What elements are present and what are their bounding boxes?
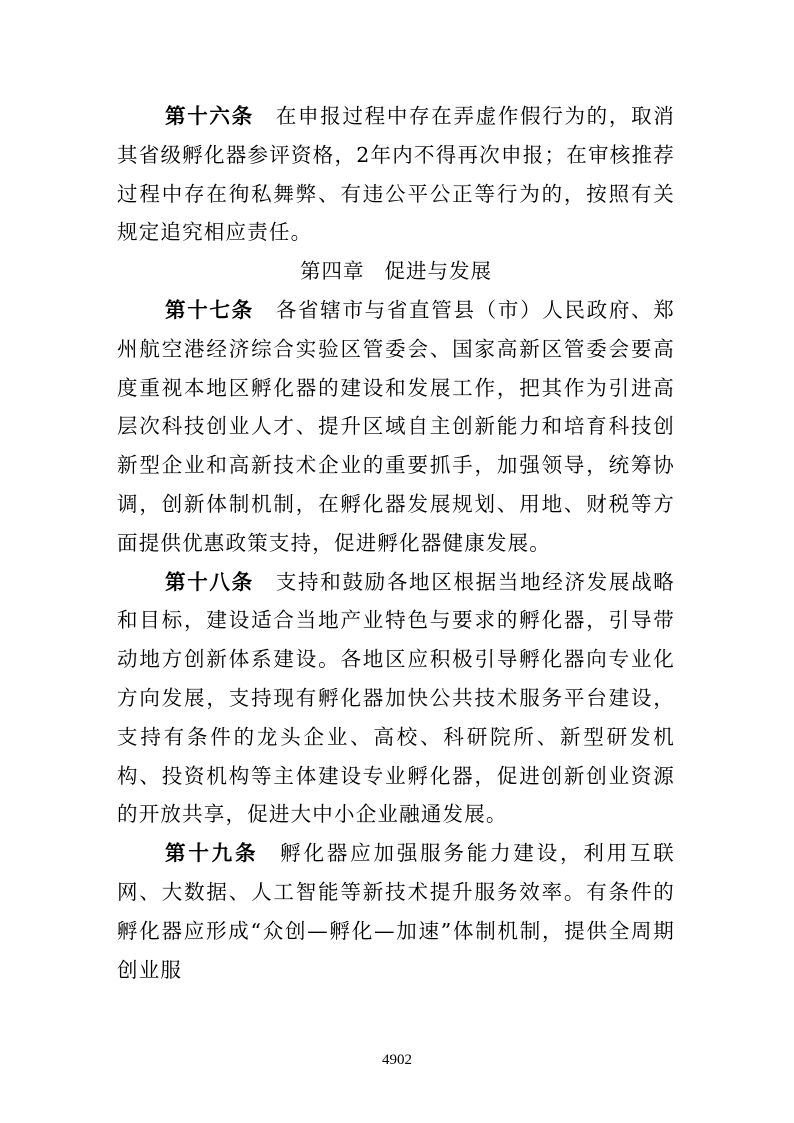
article-16 — [117, 97, 675, 252]
article-19-text: 孵化器应加强服务能力建设，利用互联网、大数据、人工智能等新技术提升服务效率。有条件的孵化器应形成“众创—孵化—加速”体制机制，提供全周期创业服 — [117, 841, 675, 982]
document-body — [117, 97, 675, 989]
article-18 — [117, 563, 675, 835]
article-19-number: 第十九条 — [165, 841, 259, 866]
article-19 — [117, 834, 675, 989]
article-17-number: 第十七条 — [165, 297, 254, 322]
article-18-number: 第十八条 — [165, 569, 254, 594]
article-16-number: 第十六条 — [165, 104, 254, 128]
page-number: 4902 — [382, 1052, 412, 1068]
article-18-text: 支持和鼓励各地区根据当地经济发展战略和目标，建设适合当地产业特色与要求的孵化器，引导带动地方创新体系建设。各地区应积极引导孵化器向专业化方向发展，支持现有孵化器加快公共技术服务平台建设，支持有条件的龙头企业、高校、科研院所、新型研发机构、投资机构等主体建设专业孵化器，促进创新创业资源的开放共享，促进大中小企业融通发展。 — [117, 569, 675, 827]
chapter-title: 促进与发展 — [384, 259, 492, 284]
article-17 — [117, 291, 675, 563]
article-16-text: 在申报过程中存在弄虚作假行为的，取消其省级孵化器参评资格，2年内不得再次申报；在审核推荐过程中存在徇私舞弊、有违公平公正等行为的，按照有关规定追究相应责任。 — [117, 104, 675, 245]
chapter-number: 第四章 — [300, 259, 365, 284]
article-17-text: 各省辖市与省直管县（市）人民政府、郑州航空港经济综合实验区管委会、国家高新区管委会要高度重视本地区孵化器的建设和发展工作，把其作为引进高层次科技创业人才、提升区域自主创新能力和培育科技创新型企业和高新技术企业的重要抓手，加强领导，统筹协调，创新体制机制，在孵化器发展规划、用地、财税等方面提供优惠政策支持，促进孵化器健康发展。 — [117, 297, 675, 555]
chapter-heading — [117, 252, 675, 291]
